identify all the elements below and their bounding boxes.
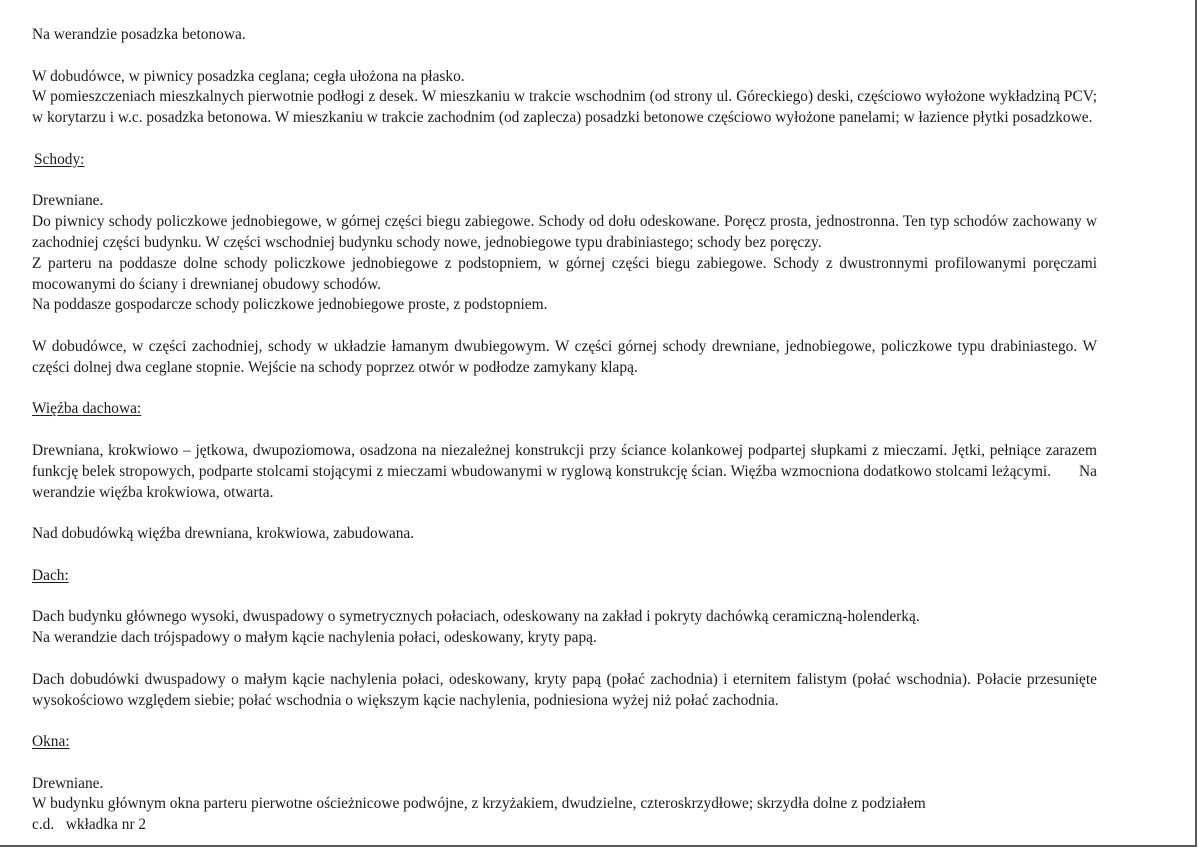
heading-schody: Schody:: [34, 150, 85, 168]
paragraph-basement-stairs: Do piwnicy schody policzkowe jednobiegowe, w górnej części biegu zabiegowe. Schody od dołu odeskowane. Poręcz prosta, jednostronna. Ten typ schodów zachowany w zachodniej części budynku. W części wschodniej budynku schody nowe, jednobiegowe typu drabiniastego; schody bez poręczy.: [32, 213, 1097, 251]
paragraph-annex-basement-floor: W dobudówce, w piwnicy posadzka ceglana; cegła ułożona na płasko.: [32, 67, 465, 85]
paragraph-roof-truss: Drewniana, krokwiowo – jętkowa, dwupoziomowa, osadzona na niezależnej konstrukcji przy ściance kolankowej podpartej słupkami z mieczami. Jętki, pełniące zarazem funkcję belek stropowych, podparte stolcami stojącymi z mieczami wbudowanymi w ryglową konstrukcję ścian. Więźba wzmocniona dodatkowo stolcami leżącymi. Na werandzie więźba krokwiowa, otwarta.: [32, 441, 1097, 501]
spacer: [32, 379, 1097, 400]
paragraph-main-roof: Dach budynku głównego wysoki, dwuspadowy o symetrycznych połaciach, odeskowany na zakład i pokryty dachówką ceramiczną-holenderką.: [32, 608, 920, 626]
paragraph-annex-roof: Dach dobudówki dwuspadowy o małym kącie nachylenia połaci, odeskowany, kryty papą (połać zachodnia) i eternitem falistym (połać wschodnia). Połacie przesunięte wysokościowo względem siebie; połać wschodnia o większym kącie nachylenia, podniesiona wyżej niż połać zachodnia.: [32, 670, 1097, 709]
paragraph-ground-to-attic-stairs: Z parteru na poddasze dolne schody policzkowe jednobiegowe z podstopniem, w górnej części biegu zabiegowe. Schody z dwustronnymi profilowanymi poręczami mocowanymi do ściany i drewnianej obudowy schodów.: [32, 254, 1097, 293]
paragraph-annex-roof-truss: Nad dobudówką więźba drewniana, krokwiowa, zabudowana.: [32, 525, 415, 543]
spacer: [32, 129, 1097, 150]
paragraph-residential-floors: W pomieszczeniach mieszkalnych pierwotnie podłogi z desek. W mieszkaniu w trakcie wschodnim (od strony ul. Góreckiego) deski, częściowo wyłożone wykładziną PCV; w korytarzu i w.c. posadzka betonowa. W mieszkaniu w trakcie zachodnim (od zaplecza) posadzki betonowe częściowo wyłożone panelami; w łazience płytki posadzkowe.: [32, 88, 1097, 127]
spacer: [32, 420, 1097, 441]
continuation-note: c.d. wkładka nr 2: [32, 816, 147, 834]
spacer: [32, 649, 1097, 670]
spacer: [32, 316, 1097, 337]
spacer: [32, 545, 1097, 566]
heading-okna: Okna:: [32, 733, 70, 751]
heading-wiezba-dachowa: Więźba dachowa:: [32, 400, 142, 418]
spacer: [32, 503, 1097, 524]
spacer: [32, 46, 1097, 67]
spacer: [32, 753, 1097, 774]
paragraph-stairs-material: Drewniane.: [32, 192, 104, 210]
heading-dach: Dach:: [32, 566, 69, 584]
spacer: [32, 587, 1097, 608]
spacer: [32, 711, 1097, 732]
document-body: [32, 25, 1097, 836]
paragraph-veranda-floor: Na werandzie posadzka betonowa.: [32, 26, 246, 43]
paragraph-veranda-roof: Na werandzie dach trójspadowy o małym kącie nachylenia połaci, odeskowany, kryty papą.: [32, 629, 597, 647]
paragraph-main-windows: W budynku głównym okna parteru pierwotne ościeżnicowe podwójne, z krzyżakiem, dwudzielne, czteroskrzydłowe; skrzydła dolne z podziałem: [32, 795, 926, 813]
paragraph-windows-material: Drewniane.: [32, 774, 104, 792]
paragraph-annex-stairs: W dobudówce, w części zachodniej, schody w układzie łamanym dwubiegowym. W części górnej schody drewniane, jednobiegowe, policzkowe typu drabiniastego. W części dolnej dwa ceglane stopnie. Wejście na schody poprzez otwór w podłodze zamykany klapą.: [32, 337, 1097, 376]
paragraph-utility-attic-stairs: Na poddasze gospodarcze schody policzkowe jednobiegowe proste, z podstopniem.: [32, 296, 548, 314]
spacer: [32, 171, 1097, 192]
